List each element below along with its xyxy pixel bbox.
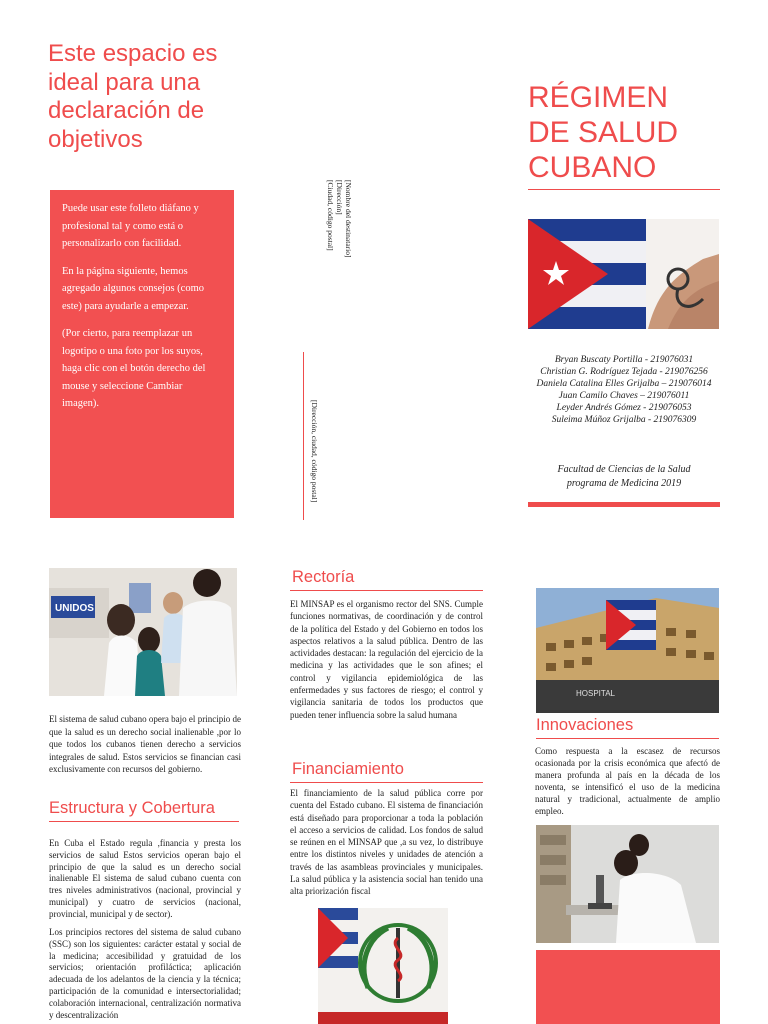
heading-estructura: Estructura y Cobertura: [49, 799, 215, 817]
rectoria-paragraph: El MINSAP es el organismo rector del SNS. Cumple funciones normativas, de coordinación y de control de la política del Estado y del Gobierno en todos los aspectos relativos a la salud pública. Dentro de las actividades destacan: la regulación del ejercicio de la medicina y las actividades que le son afines; el control y vigilancia epidemiológica de las enfermedades y sus factores de riesgo; el control y vigilancia sanitaria de todos los productos que pueden tener influencia sobre la salud humana: [290, 599, 483, 720]
estructura-paragraph-2: Los principios rectores del sistema de salud cubano (SSC) son los siguientes: carácter estatal y social de la medicina; accesibilidad y gratuidad de los servicios; orientación profiláctica; aplicación adecuada de los adelantos de la ciencia y la técnica; participación de la comunidad e intersectorialidad; colaboración internacional, centralización normativa y descentralización: [49, 927, 241, 1020]
faculty-line-2: programa de Medicina 2019: [566, 478, 682, 489]
rule-innovaciones: [536, 738, 719, 739]
hospital-building-photo: [536, 588, 719, 713]
return-address-rule: [303, 352, 304, 520]
rule-estructura: [49, 821, 239, 822]
recipient-street: [Dirección]: [335, 180, 344, 215]
cover-divider: [528, 189, 720, 190]
red-footer-block: [536, 950, 720, 1024]
intro-paragraph: El sistema de salud cubano opera bajo el principio de que la salud es un derecho social inalienable ,por lo que todos los cubanos tienen derecho a servicios integrales de salud. Estos servicios se financian casi exclusivamente con recursos del gobierno.: [49, 714, 241, 775]
authors-list: [500, 354, 748, 426]
cover-title-line-3: CUBANO: [528, 151, 657, 184]
intro-red-box: [50, 190, 234, 518]
building-sign: HOSPITAL: [576, 689, 615, 698]
recipient-address: [326, 180, 353, 257]
author-1: Bryan Buscaty Portilla - 219076031: [554, 355, 694, 365]
cover-title: [528, 80, 718, 185]
banner-text: UNIDOS: [55, 603, 94, 614]
return-address: [Dirección, ciudad, código postal]: [310, 400, 319, 503]
estructura-paragraph-1: En Cuba el Estado regula ,financia y presta los servicios de salud Estos servicios operan bajo el principio de que la salud es un derecho social inalienable El sistema de salud cubano cuenta con tres niveles administrativos (nacional, provincial y municipal) y cuatro de servicios (nacional, provincial, municipal y de sector).: [49, 838, 241, 919]
cover-title-line-2: DE SALUD: [528, 116, 679, 149]
heading-rectoria: Rectoría: [292, 568, 355, 586]
red-box-paragraph-2: En la página siguiente, hemos agregado algunos consejos (como este) para ayudarle a empezar.: [62, 265, 205, 312]
recipient-name: [Nombre del destinatario]: [344, 180, 353, 258]
faculty-info: [520, 463, 728, 491]
red-box-paragraph-1: Puede usar este folleto diáfano y profesional tal y como está o personalizarlo con facilidad.: [62, 203, 199, 249]
minsap-seal-image: [318, 908, 448, 1024]
author-6: Suleima Múñoz Grijalba - 219076309: [551, 415, 697, 425]
faculty-line-1: Facultad de Ciencias de la Salud: [557, 464, 691, 475]
heading-innovaciones: Innovaciones: [536, 716, 634, 734]
recipient-city: [Ciudad, código postal]: [326, 180, 335, 251]
rule-financiamiento: [290, 782, 483, 783]
author-2: Christian G. Rodríguez Tejada - 219076256: [540, 367, 708, 377]
laboratory-photo: [536, 825, 719, 943]
red-box-paragraph-3: (Por cierto, para reemplazar un logotipo o una foto por los suyos, haga clic con el botón derecho del mouse y seleccione Cambiar imagen).: [62, 328, 206, 409]
mission-title: Este espacio es ideal para una declaración de objetivos: [48, 40, 218, 153]
heading-financiamiento: Financiamiento: [292, 760, 404, 778]
cuban-flag-stethoscope-photo: [528, 219, 719, 329]
cover-bottom-bar: [528, 502, 720, 507]
innovaciones-paragraph: Como respuesta a la escasez de recursos ocasionada por la crisis económica que afectó de manera profunda al país en la década de los noventa, se intensificó el uso de la medicina natural y tradicional, actualmente de amplio empleo.: [535, 746, 720, 817]
author-5: Leyder Andrés Gómez - 219076053: [556, 403, 692, 413]
author-3: Daniela Catalina Elles Grijalba – 219076014: [536, 379, 712, 389]
cover-title-line-1: RÉGIMEN: [528, 81, 669, 114]
rule-rectoria: [290, 590, 483, 591]
author-4: Juan Camilo Chaves – 219076011: [558, 391, 690, 401]
family-clinic-photo: [49, 568, 237, 696]
financiamiento-paragraph: El financiamiento de la salud pública corre por cuenta del Estado cubano. El sistema de financiación está diseñado para proporcionar a toda la población el acceso a servicios de calidad. Los fondos de salud se reúnen en el MINSAP que ,a su vez, lo distribuye entre los distintos niveles y unidades de atención a través de las asambleas provinciales y municipales. La salud pública y la asistencia social han tenido una alta priorización fiscal: [290, 788, 483, 897]
